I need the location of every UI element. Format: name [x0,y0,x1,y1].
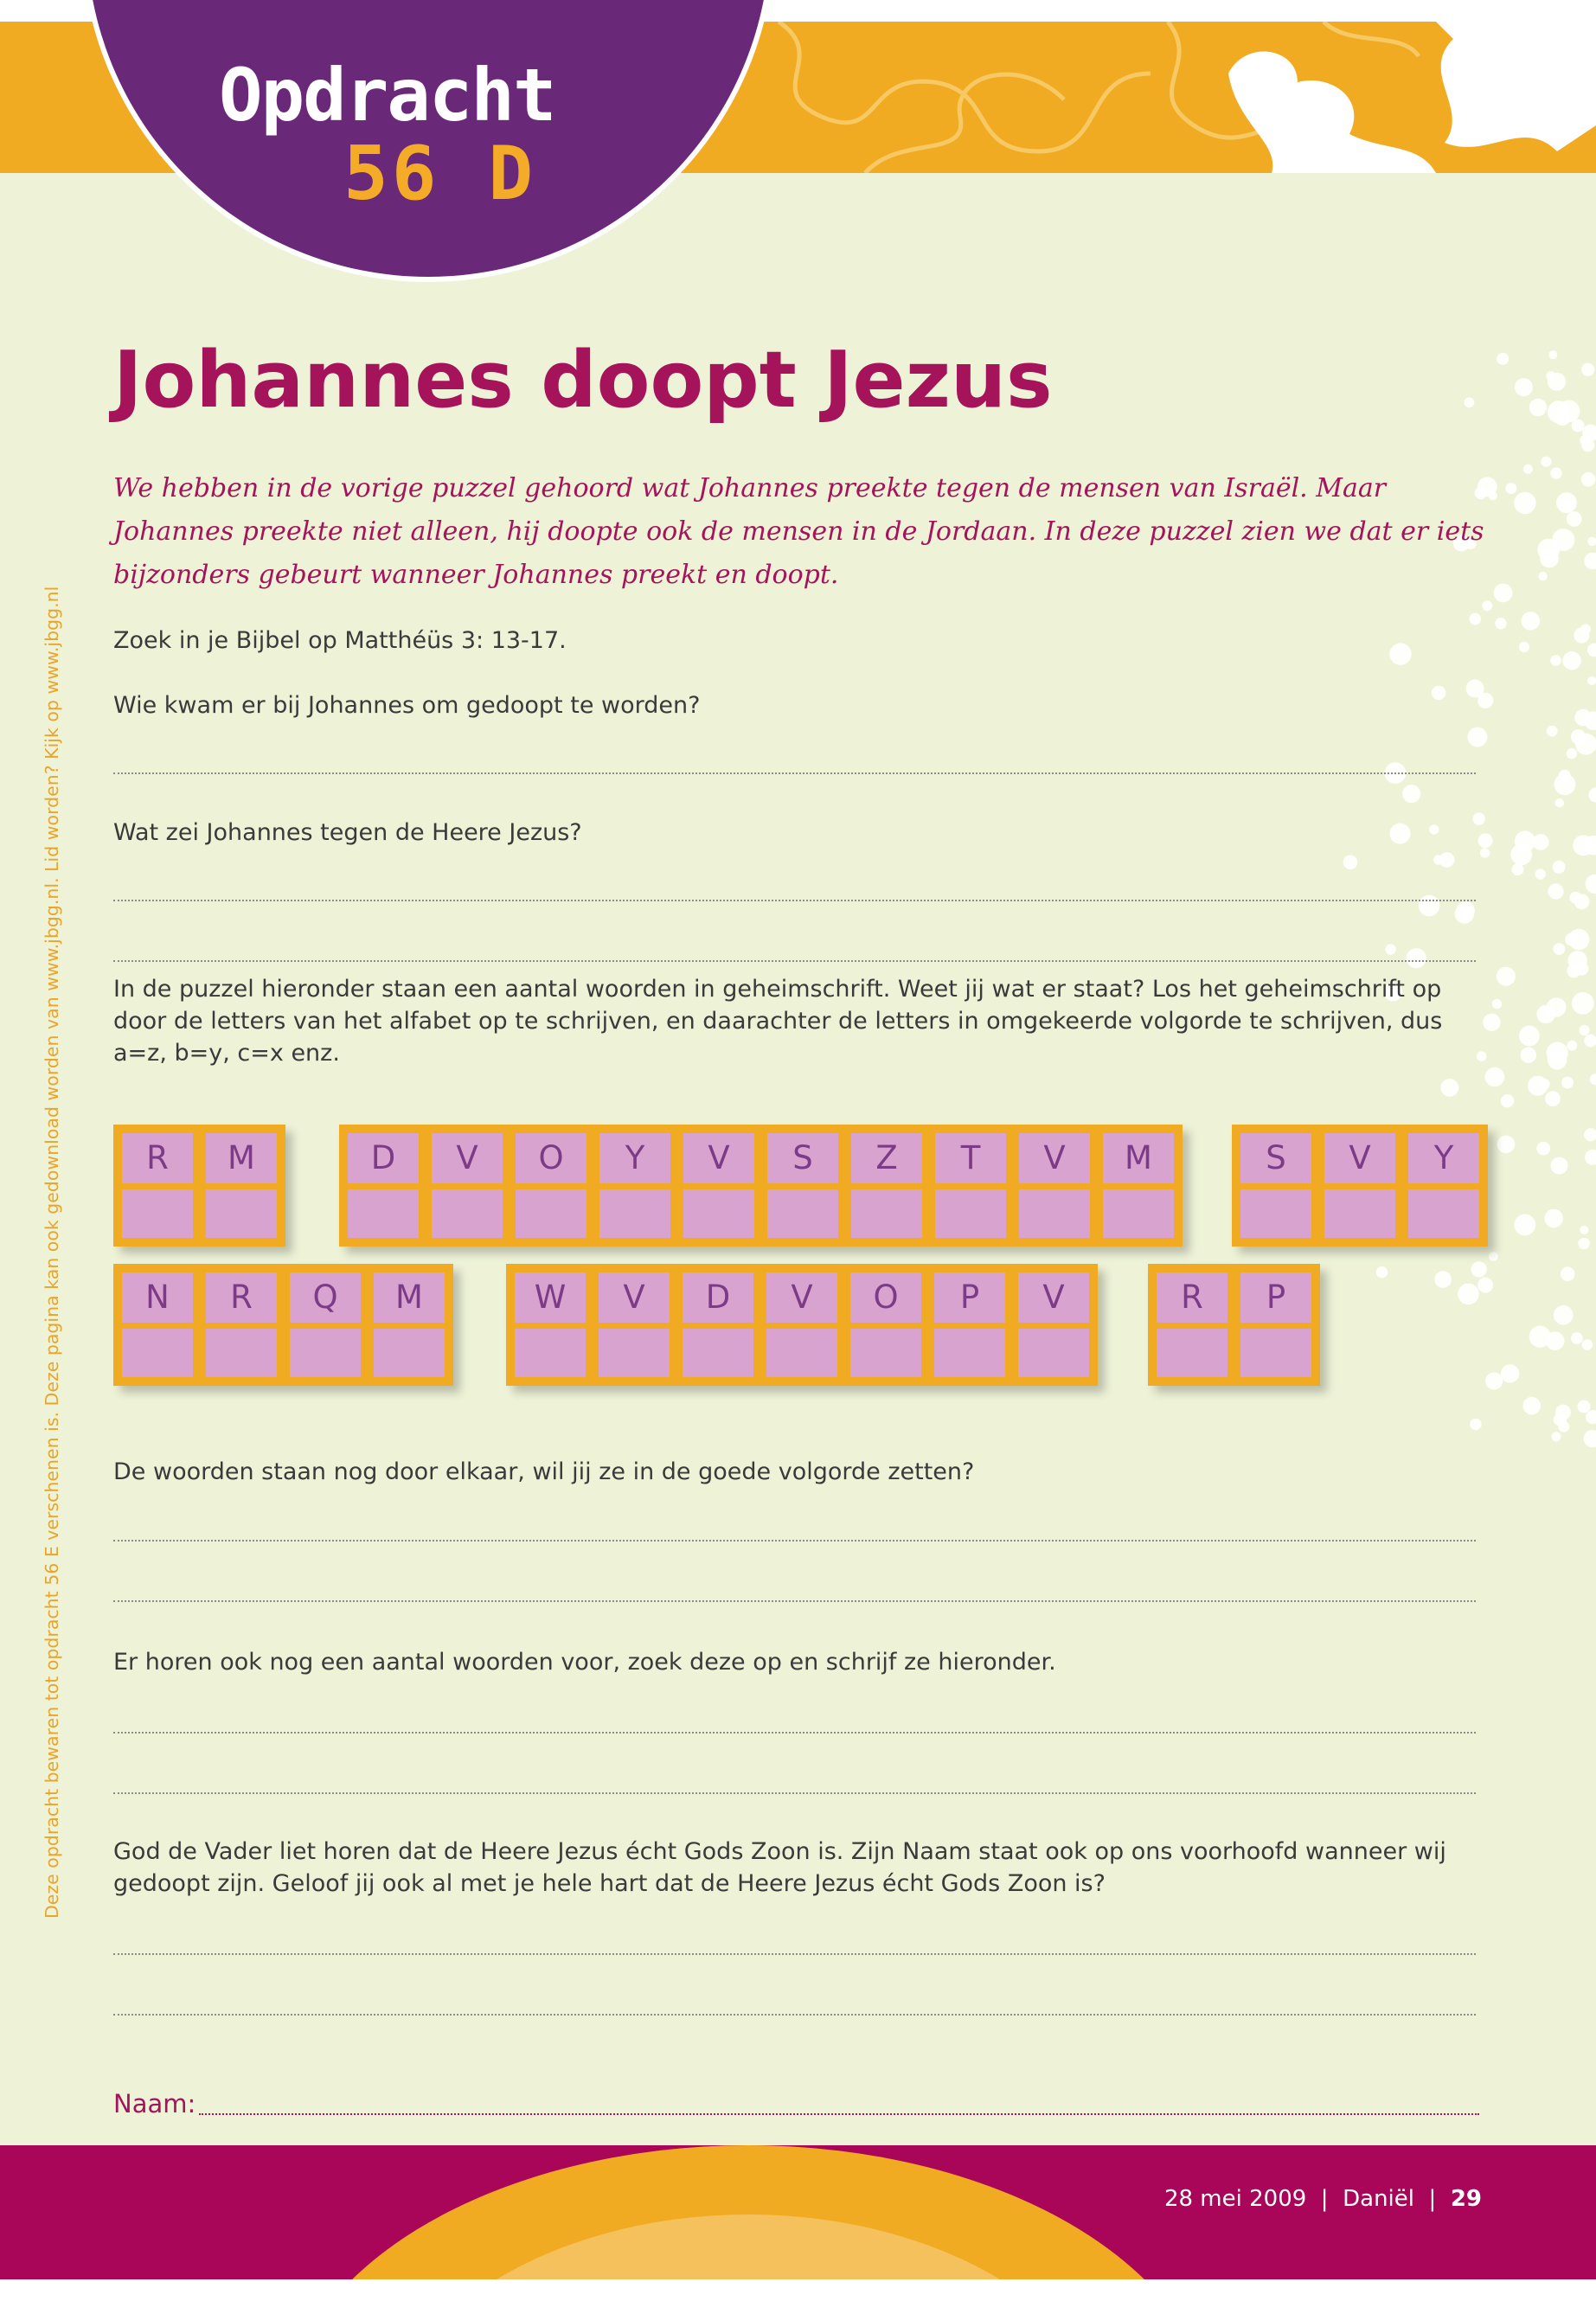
name-label: Naam: [113,2089,196,2118]
cipher-letter: O [850,1272,921,1323]
answer-cell[interactable] [122,1329,193,1377]
decor-dot [1407,948,1426,968]
decor-dot [1482,600,1492,611]
decor-dot [1565,933,1579,946]
decor-dot [1562,651,1580,670]
decor-dot [1529,399,1547,416]
decor-dot [1578,1400,1591,1413]
decor-dot [1550,655,1561,666]
decor-dot [1470,1419,1482,1431]
answer-cell[interactable] [1018,1329,1089,1377]
answer-line-5[interactable] [113,1600,1476,1602]
cipher-letter: R [206,1272,277,1323]
answer-line-4[interactable] [113,1540,1476,1541]
decor-dot [1551,1157,1568,1175]
answer-cell[interactable] [290,1329,361,1377]
decor-dot [1554,409,1571,426]
decor-dot [1571,729,1586,744]
decor-dot [1458,1284,1479,1305]
answer-line-6[interactable] [113,1732,1476,1734]
footer-separator: | [1421,2186,1444,2212]
cipher-letter: R [122,1133,193,1183]
decor-dot [1497,967,1516,986]
cipher-letter: P [934,1272,1005,1323]
cipher-letter: M [374,1272,445,1323]
decor-dot [1480,848,1490,857]
answer-cell[interactable] [432,1189,503,1238]
decor-dot [1550,467,1562,479]
decor-dot [1514,1215,1535,1236]
decor-dot [1581,363,1594,376]
decor-dot [1567,1041,1577,1051]
decor-dot [1587,644,1596,657]
decor-dot [1546,1331,1565,1350]
cipher-word-box [113,1264,453,1386]
decor-dot [1455,904,1474,923]
decor-dot [1519,642,1529,652]
decor-dot [1515,378,1533,396]
decor-dot [1584,1035,1596,1048]
decor-dot [1469,613,1481,625]
decor-dot [1478,833,1493,848]
decor-dot [1581,472,1596,487]
decor-dot [1483,1014,1500,1031]
decor-dot [1586,875,1596,894]
decor-dot [1536,1005,1554,1023]
decor-dot [1540,549,1559,568]
cipher-letter: Y [1408,1133,1479,1183]
answer-cell[interactable] [1408,1189,1479,1238]
decor-dot [1536,1142,1550,1156]
decor-dot [1554,773,1576,795]
footer-book: Daniël [1343,2186,1414,2212]
cipher-letter: R [1157,1272,1227,1323]
decor-dot [1584,553,1596,570]
decor-dot [1552,1432,1561,1441]
decor-dot [1553,943,1565,955]
cipher-letter: Z [851,1133,922,1183]
decor-dot [1535,868,1546,879]
decor-dot [1512,863,1524,875]
answer-cell[interactable] [1103,1189,1174,1238]
cipher-letter: O [516,1133,586,1183]
cipher-letter: S [1240,1133,1311,1183]
answer-cell[interactable] [1157,1329,1227,1377]
answer-cell[interactable] [1019,1189,1090,1238]
decor-dot [1586,1410,1596,1424]
cipher-letter: T [935,1133,1006,1183]
decor-dot [1541,457,1551,467]
answer-line-7[interactable] [113,1792,1476,1794]
decor-dot [1477,1278,1493,1293]
cipher-letter: W [515,1272,586,1323]
page-number: 29 [1450,2186,1482,2212]
decor-dot [1521,1048,1536,1063]
decor-dot [1434,1271,1452,1288]
badge-title: Opdracht [219,53,555,138]
decor-dot [1567,511,1582,527]
intro-text: We hebben in de vorige puzzel gehoord wat Johannes preekte tegen de mensen van Israël. Maar Johannes preekte niet alleen, hij doopte ook de mensen in de Jordaan. In deze puzzel zien we dat er iets bijzonders gebeurt wanneer Johannes preekt en doopt. [113,473,1484,590]
decor-dot [1546,371,1555,381]
decor-dot [1571,1332,1583,1344]
question-4: Er horen ook nog een aantal woorden voor, zoek deze op en schrijf ze hieronder. [113,1649,1056,1676]
cipher-word-box [1232,1125,1488,1247]
cipher-letter: V [766,1272,837,1323]
cipher-letter: V [599,1272,670,1323]
decor-dot [1465,397,1475,407]
decor-dot [1501,1364,1519,1382]
decor-dot [1572,992,1594,1015]
cipher-letter: V [1018,1272,1089,1323]
cipher-letter: V [1324,1133,1395,1183]
cipher-letter: V [1019,1133,1090,1183]
decor-dot [1489,1252,1498,1261]
decor-dot [1567,964,1580,977]
answer-cell[interactable] [683,1329,753,1377]
bible-reference: Zoek in je Bijbel op Matthéüs 3: 13-17. [113,627,567,654]
answer-cell[interactable] [515,1329,586,1377]
cipher-letter: M [1103,1133,1174,1183]
answer-line-9[interactable] [113,2014,1476,2016]
decor-dot [1580,624,1591,634]
decor-dot [1548,1050,1567,1070]
question-3: De woorden staan nog door elkaar, wil jij ze in de goede volgorde zetten? [113,1458,975,1485]
answer-cell[interactable] [1324,1189,1395,1238]
name-field[interactable] [199,2113,1479,2115]
answer-cell[interactable] [206,1189,277,1238]
cipher-letter: V [683,1133,754,1183]
decor-dot [1561,1266,1575,1281]
cipher-word-box [506,1264,1098,1386]
answer-cell[interactable] [122,1189,193,1238]
answer-cell[interactable] [348,1189,419,1238]
cipher-letter: V [432,1133,503,1183]
decor-dot [1580,1025,1590,1035]
decor-dot [1523,1397,1542,1415]
decor-dot [1584,1128,1596,1141]
answer-cell[interactable] [516,1189,586,1238]
answer-cell[interactable] [935,1189,1006,1238]
decor-dot [1556,492,1577,513]
decor-dot [1492,999,1502,1009]
cipher-letter: N [122,1272,193,1323]
decor-dot [1547,726,1558,737]
cipher-letter: Y [599,1133,670,1183]
decor-dot [1539,1079,1550,1090]
decor-dot [1385,944,1395,954]
decor-dot [1505,483,1516,494]
cipher-instructions: In de puzzel hieronder staan een aantal woorden in geheimschrift. Weet jij wat er staat? Los het geheimschrift op door de letters van het alfabet op te schrijven, en daarachter de letters in omgekeerde volgorde te schrijven, dus a=z, b=y, c=x enz. [113,976,1443,1067]
question-1: Wie kwam er bij Johannes om gedoopt te worden? [113,692,701,719]
decor-dot [1580,1226,1588,1234]
cipher-letter: Q [290,1272,361,1323]
answer-line-1[interactable] [113,772,1476,774]
decor-dot [1545,1091,1561,1106]
badge-number: 56 D [343,131,537,217]
decor-dot [1519,1026,1540,1047]
decor-dot [1523,465,1533,474]
decor-dot [1402,785,1420,803]
answer-cell[interactable] [599,1329,670,1377]
answer-cell[interactable] [767,1189,838,1238]
decor-dot [1578,1238,1589,1249]
decor-dot [1552,529,1574,551]
page-title: Johannes doopt Jezus [113,335,1053,426]
footer-date: 28 mei 2009 [1163,2186,1307,2212]
answer-cell[interactable] [850,1329,921,1377]
cipher-letter: P [1240,1272,1311,1323]
decor-dot [1343,856,1358,870]
cipher-letter: M [206,1133,277,1183]
decor-dot [1538,572,1547,580]
decor-dot [1376,1266,1388,1278]
cipher-letter: D [348,1133,419,1183]
cipher-word-box [113,1125,285,1247]
question-5: God de Vader liet horen dat de Heere Jezus écht Gods Zoon is. Zijn Naam staat ook op ons voorhoofd wanneer wij gedoopt zijn. Geloof jij ook al met je hele hart dat de Heere Jezus écht Gods Zoon is? [113,1838,1446,1897]
decor-dot [1587,676,1596,685]
answer-cell[interactable] [1240,1189,1311,1238]
cipher-word-box [339,1125,1183,1247]
decor-dot [1501,1094,1514,1107]
decor-dot [1567,748,1578,760]
decor-dot [1497,353,1509,365]
decor-dot [1514,492,1535,514]
decor-dot [1585,1150,1596,1165]
decor-dot [1485,1372,1503,1389]
decor-dot [1533,834,1549,850]
decor-dot [1497,1136,1516,1154]
decor-dot [1419,895,1440,917]
decor-dot [1574,894,1590,909]
decor-dot [1440,1079,1458,1097]
answer-cell[interactable] [766,1329,837,1377]
decor-dot [1485,1067,1505,1087]
decor-dot [1553,861,1566,874]
answer-cell[interactable] [851,1189,922,1238]
side-note: Deze opdracht bewaren tot opdracht 56 E verschenen is. Deze pagina kan ook gedownload worden van www.jbgg.nl. Lid worden? Kijk op www.jbgg.nl [42,586,62,1919]
decor-dot [1561,1077,1574,1089]
decor-dot [1555,798,1565,808]
decor-dot [1574,709,1592,727]
answer-cell[interactable] [683,1189,754,1238]
decor-dot [1548,350,1557,359]
decor-dot [1515,830,1535,851]
decor-dot [1554,1305,1574,1325]
decor-dot [1467,727,1487,747]
decor-dot [1548,883,1563,899]
decor-dot [1522,612,1541,631]
footer-info [1164,2185,1482,2213]
decor-dot [1582,1339,1593,1350]
cipher-letter: D [683,1272,753,1323]
decor-dot [1587,537,1596,546]
answer-line-2[interactable] [113,900,1476,901]
answer-cell[interactable] [1240,1329,1311,1377]
cipher-word-box [1148,1264,1320,1386]
decor-dot [1433,855,1444,865]
answer-line-8[interactable] [113,1953,1476,1955]
answer-cell[interactable] [374,1329,445,1377]
cipher-letter: S [767,1133,838,1183]
decor-dot [1544,1209,1563,1228]
footer-separator: | [1313,2186,1336,2212]
question-2: Wat zei Johannes tegen de Heere Jezus? [113,819,582,846]
decor-dot [1495,618,1506,629]
decor-dot [1588,787,1596,802]
answer-cell[interactable] [599,1189,670,1238]
answer-cell[interactable] [206,1329,277,1377]
decor-dot [1590,1074,1596,1085]
decor-dot [1584,1430,1596,1447]
answer-line-3[interactable] [113,960,1476,962]
decor-dot [1559,1421,1570,1433]
answer-cell[interactable] [934,1329,1005,1377]
decor-dot [1471,1261,1487,1277]
